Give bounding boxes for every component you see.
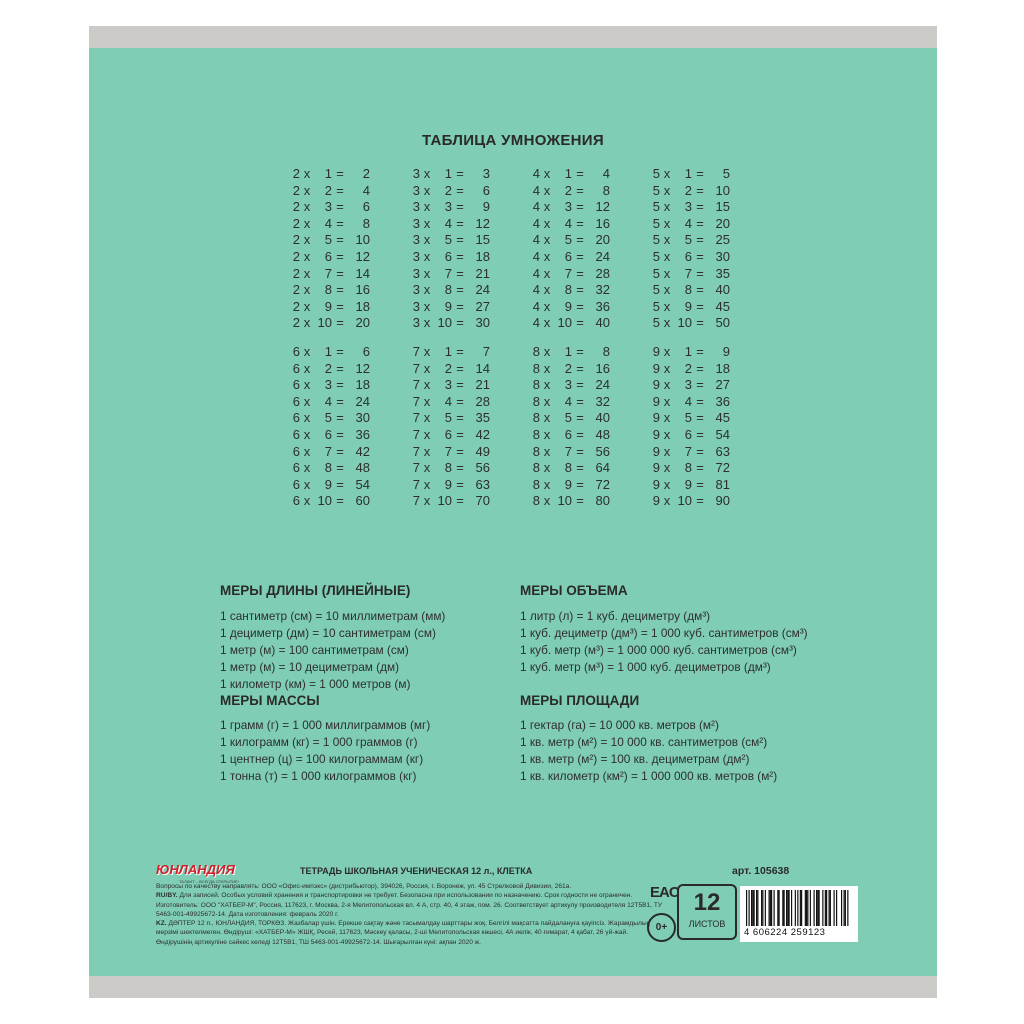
times-table-line: 3 x 3 = 9 <box>412 199 490 215</box>
mass-item: 1 килограмм (кг) = 1 000 граммов (г) <box>220 735 418 749</box>
times-table-line: 2 x 6 = 12 <box>292 248 370 264</box>
times-table-line: 8 x 8 = 64 <box>532 460 610 476</box>
mass-item: 1 центнер (ц) = 100 килограммам (кг) <box>220 752 424 766</box>
times-table-line: 3 x 1 = 3 <box>412 166 490 181</box>
mass-item: 1 тонна (т) = 1 000 килограммов (кг) <box>220 769 417 783</box>
barcode-bar <box>816 890 817 926</box>
volume-list <box>520 608 808 676</box>
length-item: 1 дециметр (дм) = 10 сантиметрам (см) <box>220 626 436 640</box>
times-table-line: 9 x 6 = 54 <box>652 426 730 442</box>
times-table-line: 3 x 9 = 27 <box>412 298 490 314</box>
barcode-bar <box>807 890 808 926</box>
times-table-line: 7 x 2 = 14 <box>412 360 490 376</box>
times-table-8 <box>526 344 646 510</box>
times-table-line: 8 x 4 = 32 <box>532 393 610 409</box>
times-table-line: 9 x 3 = 27 <box>652 377 730 393</box>
sheets-count-badge <box>677 884 737 940</box>
barcode-bar <box>826 890 827 926</box>
barcode-bar <box>817 890 818 926</box>
times-table-line: 2 x 2 = 4 <box>292 182 370 198</box>
times-table-line: 8 x 3 = 24 <box>532 377 610 393</box>
times-table-line: 9 x 10 = 90 <box>652 493 730 509</box>
times-table-line: 3 x 4 = 12 <box>412 215 490 231</box>
times-table-line: 4 x 6 = 24 <box>532 248 610 264</box>
article-number: арт. 105638 <box>732 865 790 877</box>
info-ru <box>156 891 666 919</box>
times-table-line: 5 x 3 = 15 <box>652 199 730 215</box>
barcode-bar <box>845 890 846 926</box>
barcode-bar <box>779 890 780 926</box>
barcode <box>740 886 858 942</box>
times-table-line: 3 x 5 = 15 <box>412 232 490 248</box>
times-table-line: 8 x 7 = 56 <box>532 443 610 459</box>
barcode-bar <box>829 890 830 926</box>
barcode-bar <box>800 890 801 926</box>
times-table-line: 6 x 6 = 36 <box>292 426 370 442</box>
times-table-line: 6 x 7 = 42 <box>292 443 370 459</box>
info-line: Вопросы по качеству направлять: ООО «Офис-импэкс» (дистрибьютор), 394026, Россия, г. Воронеж, ул. 45 Стрелковой Дивизии, 261а. <box>156 883 572 890</box>
times-table-line: 7 x 8 = 56 <box>412 460 490 476</box>
times-table-line: 2 x 5 = 10 <box>292 232 370 248</box>
barcode-bar <box>787 890 788 926</box>
barcode-bar <box>765 890 766 926</box>
bottom-gray-strip <box>89 976 937 998</box>
times-table-line: 3 x 2 = 6 <box>412 182 490 198</box>
notebook-back-cover <box>89 26 937 998</box>
times-table-line: 5 x 10 = 50 <box>652 315 730 331</box>
times-table-line: 8 x 1 = 8 <box>532 344 610 359</box>
area-list <box>520 717 777 785</box>
times-table-line: 6 x 5 = 30 <box>292 410 370 426</box>
barcode-bar <box>795 890 796 926</box>
mass-title: МЕРЫ МАССЫ <box>220 693 320 708</box>
times-table-7 <box>406 344 526 510</box>
barcode-bar <box>841 890 842 926</box>
times-table-line: 9 x 2 = 18 <box>652 360 730 376</box>
area-item: 1 кв. километр (км²) = 1 000 000 кв. метров (м²) <box>520 769 778 783</box>
barcode-bar <box>836 890 837 926</box>
barcode-bar <box>847 890 848 926</box>
times-table-line: 4 x 1 = 4 <box>532 166 610 181</box>
info-ru-label: RU/BY. <box>156 892 178 900</box>
product-name: ТЕТРАДЬ ШКОЛЬНАЯ УЧЕНИЧЕСКАЯ 12 л., КЛЕТКА <box>300 866 533 876</box>
times-table-line: 5 x 8 = 40 <box>652 282 730 298</box>
times-table-line: 9 x 1 = 9 <box>652 344 730 359</box>
brand-logo: ЮНЛАНДИЯ <box>156 862 235 877</box>
barcode-bar <box>801 890 802 926</box>
times-table-line: 9 x 4 = 36 <box>652 393 730 409</box>
times-table-line: 4 x 8 = 32 <box>532 282 610 298</box>
barcode-icon <box>744 890 854 926</box>
barcode-bar <box>797 890 798 926</box>
age-rating-badge: 0+ <box>647 913 676 942</box>
barcode-bar <box>757 890 758 926</box>
barcode-bar <box>810 890 811 926</box>
times-table-line: 4 x 4 = 16 <box>532 215 610 231</box>
times-table-6 <box>286 344 406 510</box>
times-table-line: 6 x 9 = 54 <box>292 476 370 492</box>
times-table-line: 9 x 8 = 72 <box>652 460 730 476</box>
times-table-line: 9 x 9 = 81 <box>652 476 730 492</box>
times-table-line: 2 x 7 = 14 <box>292 265 370 281</box>
length-item: 1 километр (км) = 1 000 метров (м) <box>220 677 411 691</box>
volume-item: 1 куб. метр (м³) = 1 000 000 куб. сантиметров (см³) <box>520 643 797 657</box>
times-table-line: 7 x 6 = 42 <box>412 426 490 442</box>
barcode-bar <box>770 890 771 926</box>
barcode-number: 4 606224 259123 <box>744 927 826 938</box>
times-table-line: 5 x 5 = 25 <box>652 232 730 248</box>
times-table-line: 2 x 10 = 20 <box>292 315 370 331</box>
times-table-line: 6 x 2 = 12 <box>292 360 370 376</box>
times-table-line: 4 x 10 = 40 <box>532 315 610 331</box>
times-table-line: 4 x 9 = 36 <box>532 298 610 314</box>
length-item: 1 метр (м) = 100 сантиметрам (см) <box>220 643 409 657</box>
brand-tagline: ТАЛАНТ – ВСЕГДА ОТКРЫТИЕ! <box>179 879 239 884</box>
mass-item: 1 грамм (г) = 1 000 миллиграммов (мг) <box>220 718 431 732</box>
volume-item: 1 литр (л) = 1 куб. дециметру (дм³) <box>520 609 711 623</box>
barcode-bar <box>786 890 787 926</box>
times-table-2 <box>286 166 406 332</box>
barcode-bar <box>756 890 757 926</box>
times-table-line: 7 x 4 = 28 <box>412 393 490 409</box>
barcode-bar <box>769 890 770 926</box>
barcode-bar <box>825 890 826 926</box>
info-ru-text: Для записей. Особых условий хранения и транспортировки не требует. Безопасна при использовании по назначению. Срок годности не ограничен. Изготовитель: ООО "ХАТБЕР-М", Россия, 117623, г. Москва, 2-я Мелитопольская вл. 4 А, стр. 40, 4 этаж, пом. 26. Соответствует артикулу производителя 12Т5В1, ТУ 5463-001-49925672-14. Дата изготовления: февраль 2020 г. <box>156 892 663 918</box>
length-title: МЕРЫ ДЛИНЫ (ЛИНЕЙНЫЕ) <box>220 583 411 598</box>
area-item: 1 кв. метр (м²) = 10 000 кв. сантиметров (см²) <box>520 735 768 749</box>
times-table-3 <box>406 166 526 332</box>
times-table-line: 3 x 8 = 24 <box>412 282 490 298</box>
times-table-line: 7 x 3 = 21 <box>412 377 490 393</box>
barcode-bar <box>746 890 747 926</box>
times-table-line: 4 x 3 = 12 <box>532 199 610 215</box>
times-table-line: 4 x 2 = 8 <box>532 182 610 198</box>
times-table-line: 6 x 10 = 60 <box>292 493 370 509</box>
times-table-line: 4 x 7 = 28 <box>532 265 610 281</box>
barcode-bar <box>822 890 823 926</box>
times-table-line: 5 x 2 = 10 <box>652 182 730 198</box>
times-table-9 <box>646 344 766 510</box>
length-list <box>220 608 445 693</box>
times-table-line: 9 x 5 = 45 <box>652 410 730 426</box>
barcode-bar <box>749 890 750 926</box>
times-table-line: 2 x 4 = 8 <box>292 215 370 231</box>
length-item: 1 метр (м) = 10 дециметрам (дм) <box>220 660 400 674</box>
times-table-4 <box>526 166 646 332</box>
times-table-line: 5 x 7 = 35 <box>652 265 730 281</box>
legal-info <box>156 882 666 947</box>
times-table-line: 3 x 7 = 21 <box>412 265 490 281</box>
sheets-label: ЛИСТОВ <box>688 919 726 929</box>
barcode-bar <box>754 890 755 926</box>
info-kz-text: ДӘПТЕР 12 п., ЮНЛАНДИЯ, ТОРКӨЗ. Жазбалар үшін. Ерекше сақтау және тасымалдау шарттары жоқ. Белгілі мақсатта пайдалануға қауіпсіз. Жарамдылық мерзімі шектелмеген. Өндіруші: «ХАТБЕР-М» ЖШҚ, Ресей, 117623, Мәскеу қаласы, 2-ші Мелитопольская көшесі, 4А иелік, 40 ғимарат, 4 қабат, 26 үй-жай. Өндірушінің артикуліне сәйкес келеді 12Т5В1, ТШ 5463-001-49925672-14. Шығарылған күні: ақпан 2020 ж. <box>156 920 650 946</box>
times-table-line: 5 x 4 = 20 <box>652 215 730 231</box>
times-table-line: 5 x 1 = 5 <box>652 166 730 181</box>
barcode-bar <box>771 890 772 926</box>
times-table-line: 7 x 5 = 35 <box>412 410 490 426</box>
times-table-line: 2 x 8 = 16 <box>292 282 370 298</box>
multiplication-title: ТАБЛИЦА УМНОЖЕНИЯ <box>422 132 604 149</box>
barcode-bar <box>834 890 835 926</box>
barcode-bar <box>782 890 783 926</box>
times-table-line: 6 x 8 = 48 <box>292 460 370 476</box>
times-table-line: 8 x 10 = 80 <box>532 493 610 509</box>
times-table-line: 7 x 9 = 63 <box>412 476 490 492</box>
times-table-line: 8 x 2 = 16 <box>532 360 610 376</box>
times-table-line: 3 x 6 = 18 <box>412 248 490 264</box>
area-item: 1 кв. метр (м²) = 100 кв. дециметрам (дм²) <box>520 752 750 766</box>
barcode-bar <box>777 890 778 926</box>
area-item: 1 гектар (га) = 10 000 кв. метров (м²) <box>520 718 719 732</box>
barcode-bar <box>814 890 815 926</box>
barcode-bar <box>844 890 845 926</box>
barcode-bar <box>751 890 752 926</box>
times-table-line: 5 x 9 = 45 <box>652 298 730 314</box>
times-table-line: 8 x 5 = 40 <box>532 410 610 426</box>
info-kz-label: KZ. <box>156 920 167 928</box>
times-table-line: 2 x 9 = 18 <box>292 298 370 314</box>
times-table-line: 2 x 1 = 2 <box>292 166 370 181</box>
barcode-bar <box>789 890 790 926</box>
times-table-line: 6 x 4 = 24 <box>292 393 370 409</box>
times-table-line: 6 x 1 = 6 <box>292 344 370 359</box>
barcode-bar <box>752 890 753 926</box>
times-table-line: 5 x 6 = 30 <box>652 248 730 264</box>
volume-item: 1 куб. дециметр (дм³) = 1 000 куб. сантиметров (см³) <box>520 626 808 640</box>
volume-item: 1 куб. метр (м³) = 1 000 куб. дециметров (дм³) <box>520 660 771 674</box>
times-table-line: 8 x 9 = 72 <box>532 476 610 492</box>
times-table-line: 9 x 7 = 63 <box>652 443 730 459</box>
barcode-bar <box>761 890 762 926</box>
times-table-line: 2 x 3 = 6 <box>292 199 370 215</box>
times-table-line: 7 x 1 = 7 <box>412 344 490 359</box>
times-table-5 <box>646 166 766 332</box>
times-table-line: 7 x 10 = 70 <box>412 493 490 509</box>
top-gray-strip <box>89 26 937 48</box>
barcode-bar <box>819 890 820 926</box>
barcode-bar <box>784 890 785 926</box>
times-table-line: 4 x 5 = 20 <box>532 232 610 248</box>
mass-list <box>220 717 430 785</box>
sheets-number: 12 <box>693 889 721 916</box>
times-table-line: 6 x 3 = 18 <box>292 377 370 393</box>
barcode-bar <box>762 890 763 926</box>
times-table-line: 7 x 7 = 49 <box>412 443 490 459</box>
times-table-line: 8 x 6 = 48 <box>532 426 610 442</box>
info-kz <box>156 919 666 947</box>
barcode-bar <box>806 890 807 926</box>
barcode-bar <box>805 890 806 926</box>
eac-mark-icon: EAC <box>650 884 679 901</box>
area-title: МЕРЫ ПЛОЩАДИ <box>520 693 640 708</box>
barcode-bar <box>774 890 775 926</box>
length-item: 1 сантиметр (см) = 10 миллиметрам (мм) <box>220 609 446 623</box>
volume-title: МЕРЫ ОБЪЕМА <box>520 583 628 598</box>
times-table-line: 3 x 10 = 30 <box>412 315 490 331</box>
barcode-bar <box>791 890 792 926</box>
barcode-bar <box>830 890 831 926</box>
